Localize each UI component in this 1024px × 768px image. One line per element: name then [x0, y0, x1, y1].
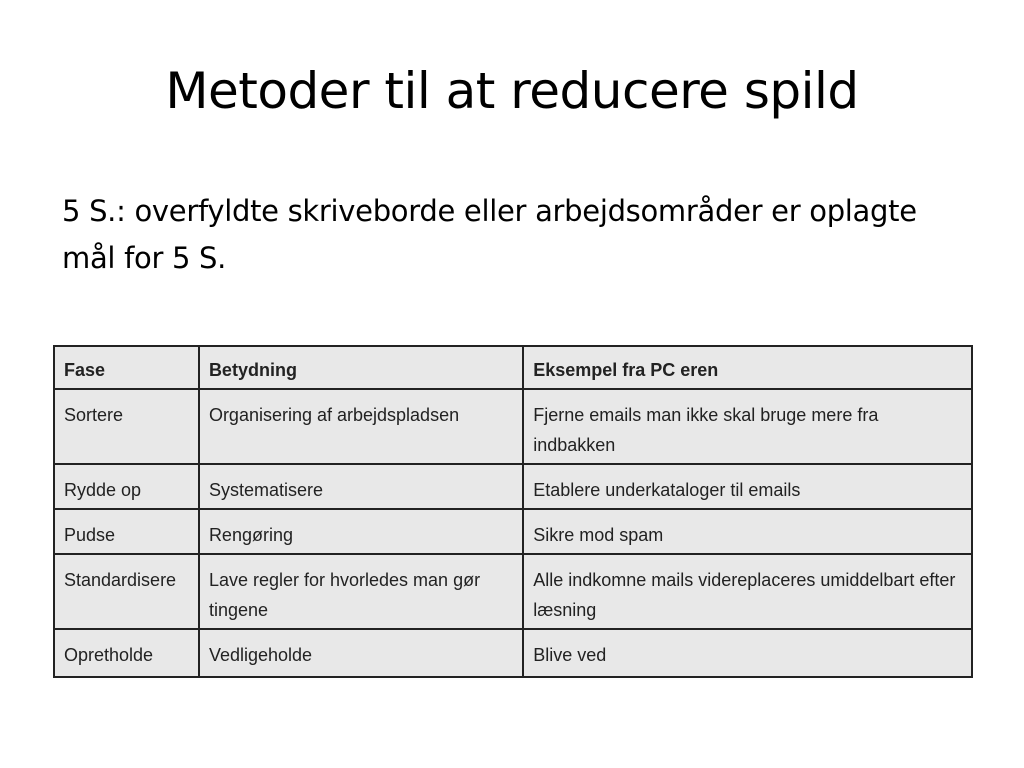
- table-header-row: [54, 346, 972, 389]
- cell-betydning: Rengøring: [199, 509, 523, 554]
- header-betydning: Betydning: [199, 346, 523, 389]
- cell-betydning: Systematisere: [199, 464, 523, 509]
- cell-betydning: Organisering af arbejdspladsen: [199, 389, 523, 464]
- cell-fase: Pudse: [54, 509, 199, 554]
- cell-eksempel: Fjerne emails man ikke skal bruge mere fra indbakken: [523, 389, 972, 464]
- table-row: [54, 629, 972, 677]
- cell-betydning: Vedligeholde: [199, 629, 523, 677]
- cell-fase: Opretholde: [54, 629, 199, 677]
- table-row: [54, 509, 972, 554]
- table-row: [54, 464, 972, 509]
- table-row: [54, 389, 972, 464]
- slide-title: Metoder til at reducere spild: [165, 62, 859, 120]
- header-eksempel: Eksempel fra PC eren: [523, 346, 972, 389]
- cell-fase: Rydde op: [54, 464, 199, 509]
- cell-betydning: Lave regler for hvorledes man gør tingene: [199, 554, 523, 629]
- header-fase: Fase: [54, 346, 199, 389]
- cell-fase: Sortere: [54, 389, 199, 464]
- five-s-table: [53, 345, 973, 678]
- cell-eksempel: Sikre mod spam: [523, 509, 972, 554]
- cell-fase: Standardisere: [54, 554, 199, 629]
- table-row: [54, 554, 972, 629]
- body-text: 5 S.: overfyldte skriveborde eller arbejdsområder er oplagte mål for 5 S.: [62, 194, 917, 275]
- cell-eksempel: Alle indkomne mails videreplaceres umiddelbart efter læsning: [523, 554, 972, 629]
- cell-eksempel: Blive ved: [523, 629, 972, 677]
- cell-eksempel: Etablere underkataloger til emails: [523, 464, 972, 509]
